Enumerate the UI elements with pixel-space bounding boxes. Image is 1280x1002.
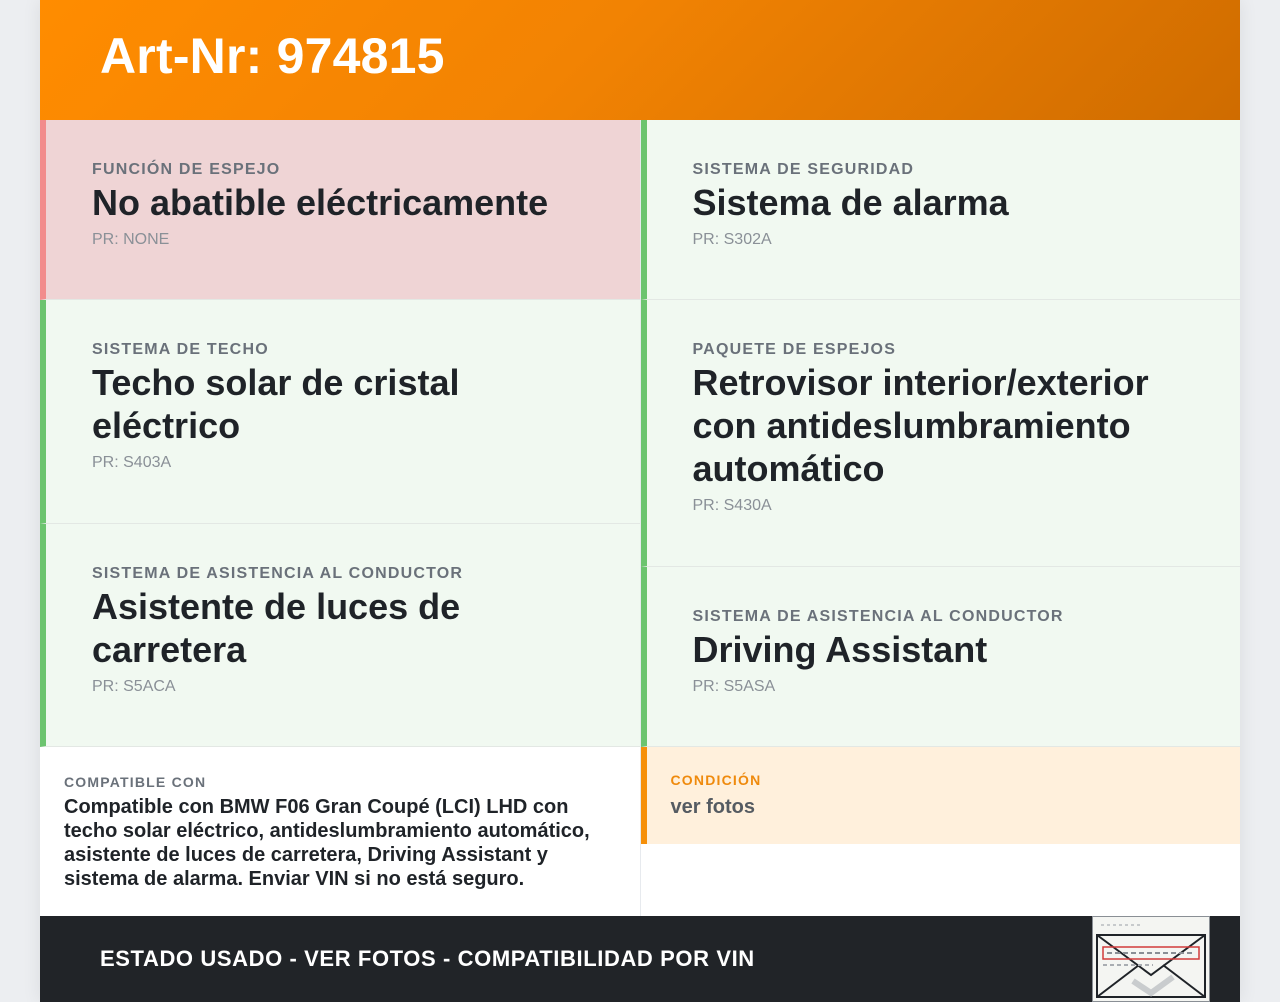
feature-grid [40,120,1240,917]
feature-pr-code: PR: S5ACA [92,678,176,695]
feature-mirror-package [641,300,1241,567]
feature-pr-code: PR: NONE [92,231,170,248]
envelope-stamp-graphic [1093,917,1209,1001]
feature-pr-code: PR: S403A [92,454,172,471]
feature-column-right [640,120,1241,917]
compatibility-text: Compatible con BMW F06 Gran Coupé (LCI) LHD con techo solar eléctrico, antideslumbramiento automático, asistente de luces de carretera, Driving Assistant y sistema de alarma. Enviar VIN si no está seguro. [64,796,590,890]
feature-pr-code: PR: S430A [692,497,772,514]
feature-column-left [40,120,640,917]
feature-security-system [641,120,1241,300]
feature-roof-system [40,300,640,524]
feature-label: SISTEMA DE ASISTENCIA AL CONDUCTOR [92,565,464,582]
feature-driving-assistant [641,567,1241,747]
feature-pr-code: PR: S302A [692,231,772,248]
feature-driver-assist-lights [40,524,640,747]
condition-section [641,747,1241,844]
article-number-title: Art-Nr: 974815 [100,28,445,84]
condition-text: ver fotos [670,796,755,818]
feature-label: FUNCIÓN DE ESPEJO [92,161,281,178]
footer-bar [40,916,1240,1002]
compatibility-label: COMPATIBLE CON [64,774,207,790]
feature-label: SISTEMA DE TECHO [92,341,269,358]
feature-pr-code: PR: S5ASA [692,678,776,695]
feature-label: PAQUETE DE ESPEJOS [692,341,897,358]
compatibility-section [40,747,640,917]
condition-label: CONDICIÓN [670,772,762,788]
product-card [40,0,1240,1002]
feature-value: Techo solar de cristal eléctrico [92,362,460,446]
feature-mirror-function [40,120,640,300]
feature-value: Driving Assistant [692,629,988,670]
footer-status-text: ESTADO USADO - VER FOTOS - COMPATIBILIDAD POR VIN [100,946,755,971]
envelope-stamp-icon [1092,916,1210,1002]
feature-value: Asistente de luces de carretera [92,586,461,670]
feature-label: SISTEMA DE SEGURIDAD [692,161,915,178]
feature-label: SISTEMA DE ASISTENCIA AL CONDUCTOR [692,608,1064,625]
header-banner [40,0,1240,120]
feature-value: No abatible eléctricamente [92,182,549,223]
feature-value: Sistema de alarma [692,182,1009,223]
feature-value: Retrovisor interior/exterior con antideslumbramiento automático [692,362,1149,489]
